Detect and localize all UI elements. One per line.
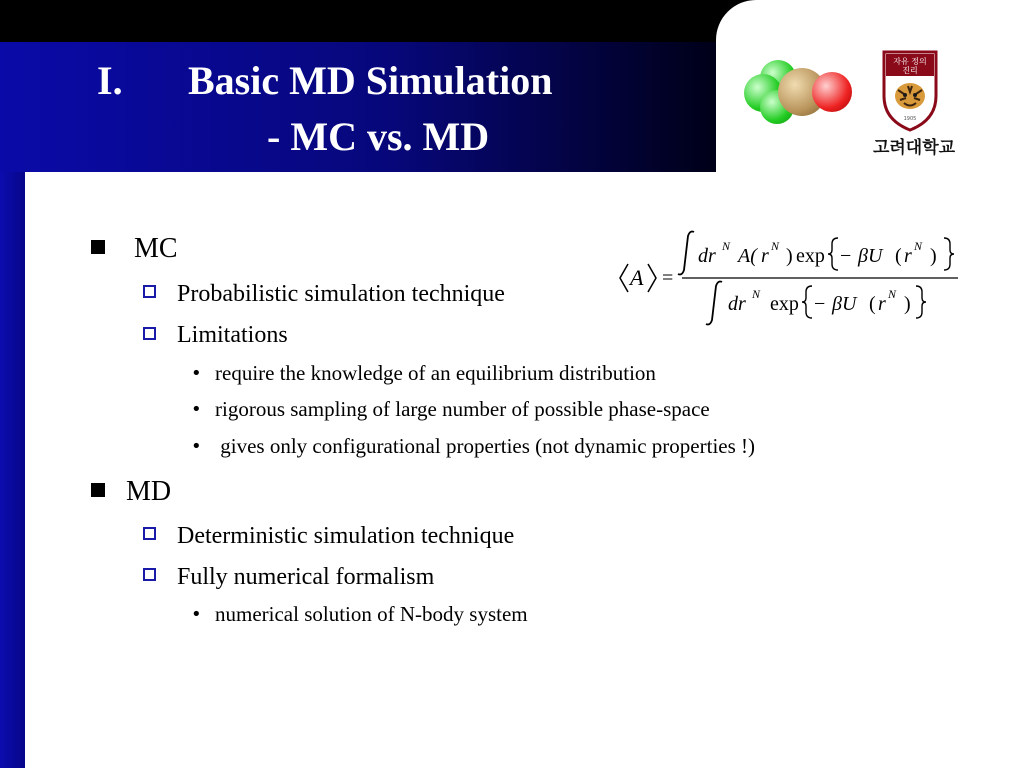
bullet-dot-icon: • bbox=[191, 604, 202, 625]
formula-a-func: A( bbox=[738, 245, 757, 267]
integral-sign-icon bbox=[706, 282, 722, 325]
formula-dr: dr bbox=[728, 293, 746, 315]
hollow-square-bullet-icon bbox=[143, 568, 156, 581]
md-item-deterministic: Deterministic simulation technique bbox=[177, 523, 515, 549]
logo-area bbox=[716, 0, 1024, 42]
crest-motto: 자유 정의 bbox=[893, 57, 927, 66]
ensemble-average-formula bbox=[610, 228, 970, 328]
formula-beta-u: βU bbox=[832, 293, 857, 315]
formula-equals: = bbox=[662, 267, 674, 289]
formula-sup-n: N bbox=[771, 239, 780, 253]
formula-minus: − bbox=[814, 293, 826, 315]
university-crest-icon bbox=[880, 50, 940, 132]
molecule-graphic bbox=[740, 58, 855, 128]
formula-paren-close: ) bbox=[786, 245, 793, 267]
formula-sup-n: N bbox=[752, 287, 761, 301]
bullet-dot-icon: • bbox=[191, 436, 202, 457]
formula-paren-close: ) bbox=[930, 245, 937, 267]
hollow-square-bullet-icon bbox=[143, 327, 156, 340]
formula-minus: − bbox=[840, 245, 852, 267]
formula-r: r bbox=[904, 245, 912, 267]
md-item-numerical: Fully numerical formalism bbox=[177, 564, 435, 590]
square-bullet-icon bbox=[91, 483, 105, 497]
integral-sign-icon bbox=[678, 232, 694, 275]
hollow-square-bullet-icon bbox=[143, 527, 156, 540]
square-bullet-icon bbox=[91, 240, 105, 254]
formula-lhs: A bbox=[630, 265, 644, 290]
limitation-sampling: rigorous sampling of large number of possible phase-space bbox=[215, 397, 710, 421]
crest-motto-2: 진리 bbox=[902, 66, 918, 75]
formula-paren-close: ) bbox=[904, 293, 911, 315]
hollow-square-bullet-icon bbox=[143, 285, 156, 298]
formula-r: r bbox=[878, 293, 886, 315]
limitation-equilibrium: require the knowledge of an equilibrium distribution bbox=[215, 361, 656, 385]
formula-paren-open: ( bbox=[895, 245, 902, 267]
red-atom bbox=[812, 72, 852, 112]
left-stripe bbox=[0, 172, 25, 768]
formula-beta-u: βU bbox=[858, 245, 883, 267]
formula-sup-n: N bbox=[914, 239, 923, 253]
slide-subtitle: - MC vs. MD bbox=[267, 114, 490, 159]
mc-item-probabilistic: Probabilistic simulation technique bbox=[177, 281, 505, 307]
bullet-dot-icon: • bbox=[191, 399, 202, 420]
university-name: 고려대학교 bbox=[872, 138, 956, 158]
formula-exp: exp bbox=[770, 293, 799, 315]
limitation-configurational: gives only configurational properties (not dynamic properties !) bbox=[215, 434, 756, 458]
bullet-dot-icon: • bbox=[191, 363, 202, 384]
mc-heading: MC bbox=[134, 233, 178, 264]
formula-r: r bbox=[761, 245, 769, 267]
formula-exp: exp bbox=[796, 245, 825, 267]
formula-paren-open: ( bbox=[869, 293, 876, 315]
crest-year: 1905 bbox=[903, 116, 917, 122]
formula-sup-n: N bbox=[888, 287, 897, 301]
slide-title: Basic MD Simulation bbox=[188, 58, 553, 103]
formula-sup-n: N bbox=[722, 239, 731, 253]
title-number: I. bbox=[97, 58, 123, 103]
formula-dr: dr bbox=[698, 245, 716, 267]
mc-item-limitations: Limitations bbox=[177, 322, 288, 348]
md-heading: MD bbox=[126, 476, 172, 507]
md-subitem-nbody: numerical solution of N-body system bbox=[215, 602, 528, 626]
